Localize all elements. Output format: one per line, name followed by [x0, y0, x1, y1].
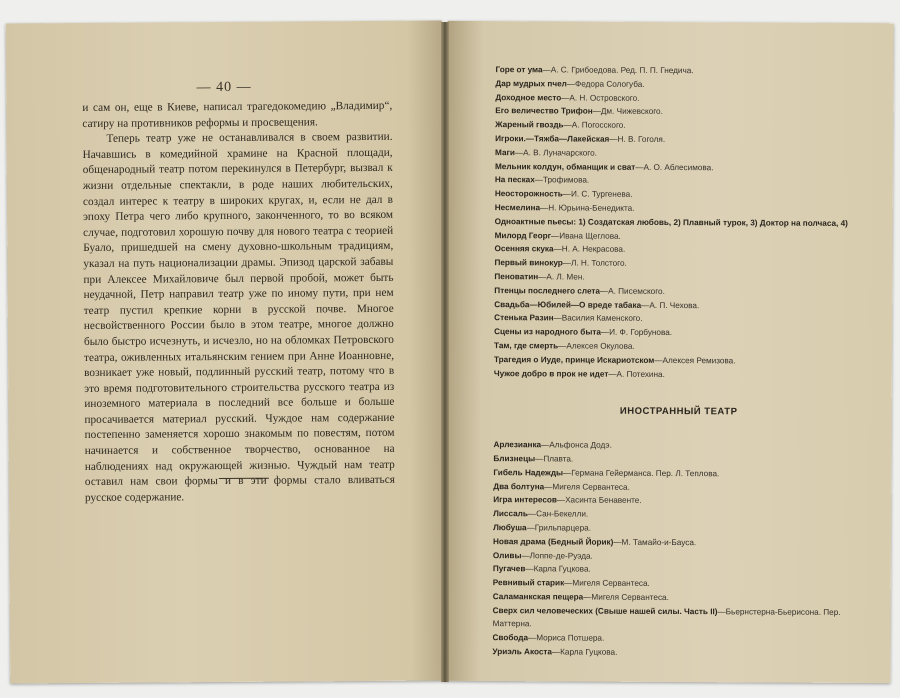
- play-author: —И. С. Тургенева.: [562, 189, 633, 199]
- list-item: [495, 146, 865, 162]
- play-author: —Бьернстерна-Бьерисона. Пер. Маттерна.: [492, 606, 841, 629]
- list-item: [495, 215, 865, 245]
- play-title: Неосторожность: [494, 189, 563, 199]
- russian-plays-list: [494, 63, 866, 382]
- play-author: —А. П. Чехова.: [641, 300, 700, 310]
- list-item: [493, 466, 863, 482]
- play-author: —А. Потехина.: [608, 369, 665, 379]
- play-title: Саламанкская пещера: [492, 591, 584, 602]
- play-title: Ревнивый старик: [492, 578, 565, 588]
- play-title: Игроки.—Тяжба—Лакейская: [495, 134, 610, 144]
- play-author: —Лоппе-де-Руэда.: [521, 550, 593, 561]
- play-author: —Ивана Щеглова.: [551, 230, 621, 241]
- play-title: Сверх сил человеческих (Свыше нашей силы. Часть II): [492, 605, 718, 616]
- play-title: Там, где смерть: [494, 341, 559, 351]
- play-title: Чужое добро в прок не идет: [493, 368, 609, 379]
- play-title: Свобода: [492, 633, 529, 643]
- play-title: Пеноватин: [494, 272, 539, 282]
- play-author: —Трофимова.: [534, 175, 590, 185]
- play-author: —Мориса Потшера.: [528, 633, 605, 643]
- play-author: —Алексея Окулова.: [558, 341, 635, 351]
- foreign-plays-list: [492, 438, 863, 661]
- play-author: —Карла Гуцкова.: [525, 564, 591, 574]
- play-author: —А. О. Аблесимова.: [635, 162, 714, 172]
- play-author: —Н. В. Гоголя.: [609, 134, 666, 144]
- play-title: Уриэль Акоста: [492, 647, 553, 657]
- play-title: Птенцы последнего слета: [494, 285, 601, 296]
- play-title: Свадьба—Юбилей—О вреде табака: [494, 299, 642, 310]
- play-title: Одноактные пьесы: 1) Создатская любовь, 2) Плавный турок, 3) Доктор на полчаса, 4) Милорд Георг: [494, 216, 848, 240]
- play-title: Первый винокур: [494, 258, 563, 268]
- play-title: Осенняя скука: [494, 244, 554, 254]
- list-item: [492, 645, 862, 661]
- list-item: [495, 77, 865, 93]
- play-author: —Мигеля Сервантеса.: [583, 592, 669, 602]
- play-title: Дар мудрых пчел: [495, 78, 567, 89]
- play-title: Несмелина: [494, 203, 541, 213]
- play-title: Маги: [495, 147, 515, 157]
- play-author: —Василия Каменского.: [553, 313, 643, 324]
- list-item: [493, 590, 863, 606]
- play-title: Гибель Надежды: [493, 467, 564, 478]
- play-title: Стенька Разин: [494, 313, 554, 323]
- list-item: [493, 535, 863, 551]
- book-spine: [441, 22, 449, 682]
- play-author: —Федора Сологуба.: [566, 79, 645, 89]
- list-item: [494, 353, 864, 369]
- paragraph: и сам он, еще в Киеве, написал трагедокомедию „Владимир“, сатиру на противников реформы и просвещения.: [82, 99, 393, 130]
- play-title: Арлезианка: [493, 440, 542, 450]
- play-author: —Н. Юрьина-Бенедикта.: [539, 203, 635, 213]
- play-title: Трагедия о Иуде, принце Искариотском: [493, 354, 655, 365]
- play-author: —А. В. Луначарского.: [514, 147, 597, 158]
- play-author: —Альфонса Додэ.: [541, 440, 612, 450]
- play-author: —А. Погосского.: [563, 120, 626, 130]
- play-title: Его величество Трифон: [495, 106, 593, 116]
- play-author: —Плавта.: [535, 454, 574, 464]
- play-title: Пугачев: [492, 564, 526, 574]
- list-item: [494, 284, 864, 300]
- list-item: [493, 604, 863, 634]
- play-title: Жареный гвоздь: [495, 120, 564, 130]
- play-author: —М. Тамайо-и-Бауса.: [613, 537, 697, 547]
- play-title: Близнецы: [493, 454, 536, 464]
- list-item: [494, 367, 864, 383]
- play-author: —А. Н. Островского.: [561, 93, 640, 103]
- play-title: Два болтуна: [493, 481, 545, 491]
- open-book: [8, 22, 892, 682]
- play-title: Оливы: [492, 550, 522, 560]
- foreign-theatre-heading: ИНОСТРАННЫЙ ТЕАТР: [619, 406, 738, 418]
- play-author: —Германа Гейерманса. Пер. Л. Теплова.: [563, 468, 720, 478]
- play-author: —Сан-Бекелли.: [527, 509, 589, 519]
- play-author: —Грильпарцера.: [526, 523, 592, 533]
- left-page: [6, 20, 447, 683]
- play-author: —А. Л. Мен.: [538, 272, 585, 282]
- page-number: — 40 —: [196, 79, 252, 96]
- play-title: На песках: [494, 175, 535, 185]
- play-author: —Алексея Ремизова.: [654, 355, 736, 366]
- play-title: Мельник колдун, обманщик и сват: [494, 161, 636, 172]
- repertoire-list: [492, 63, 865, 661]
- play-author: —И. Ф. Горбунова.: [600, 327, 673, 338]
- play-author: —Мигеля Сервантеса.: [544, 481, 630, 492]
- play-author: —Н. А. Некрасова.: [553, 244, 626, 255]
- play-title: Доходное место: [495, 92, 562, 103]
- play-title: Лиссаль: [493, 509, 528, 519]
- paragraph: Теперь театр уже не останавливался в своем развитии. Начавшись в комедийной храмине на Красной площади, общенародный театр потом перекинулся в Петербург, вызвал к жизни отдельные спектакли, в роде наших любительских, создал интерес к театру в широких кругах, и, если не дал в эпоху Петра чего либо крупного, законченного, то во всяком случае, подготовил хорошую почву для нового театра с теорией Буало, пришедшей на смену духовно-школьным традициям, указал на путь национализации драмы. Эпизод царской забавы при Алексее Михайловиче был первой пробой, может быть неудачной, Петр направил театр уже по иному пути, при нем театр пустил крепкие корни в русской почве. Многое несвойственного России было в этом театре, многое должно было быстро исчезнуть, и исчезло, но на обломках Петровского театра, оживленных итальянским гением при Анне Иоанновне, возникает уже новый, подлинный русский театр, потому что в это время подготовительного строительства русского театра из иноземного материала в последний все больше и больше просачивается материал русский. Чуждое нам содержание постепенно заменяется хорошо знакомым по повестям, потом начинается и собственное творчество, основанное на наблюдениях над окружающей жизнью. Чуждый нам театр оставил нам свои формы и в эти формы стало вливаться русское содержание.: [82, 131, 395, 504]
- play-title: Новая драма (Бедный Йорик): [492, 536, 614, 547]
- play-title: Горе от ума: [495, 65, 543, 75]
- play-author: —А. С. Грибоедова. Ред. П. П. Гнедича.: [542, 65, 694, 76]
- play-author: —А. Писемского.: [599, 286, 665, 296]
- play-title: Любуша: [493, 522, 527, 533]
- right-page: [444, 21, 893, 683]
- body-text: [82, 99, 395, 507]
- play-title: Игра интересов: [493, 495, 557, 505]
- play-author: —Карла Гуцкова.: [551, 647, 618, 657]
- play-author: —Л. Н. Толстого.: [562, 258, 627, 268]
- play-author: —Мигеля Сервантеса.: [564, 578, 650, 588]
- play-title: Сцены из народного быта: [494, 327, 601, 337]
- play-author: —Дм. Чижевского.: [592, 106, 663, 117]
- play-author: —Хасинта Бенавенте.: [556, 495, 642, 506]
